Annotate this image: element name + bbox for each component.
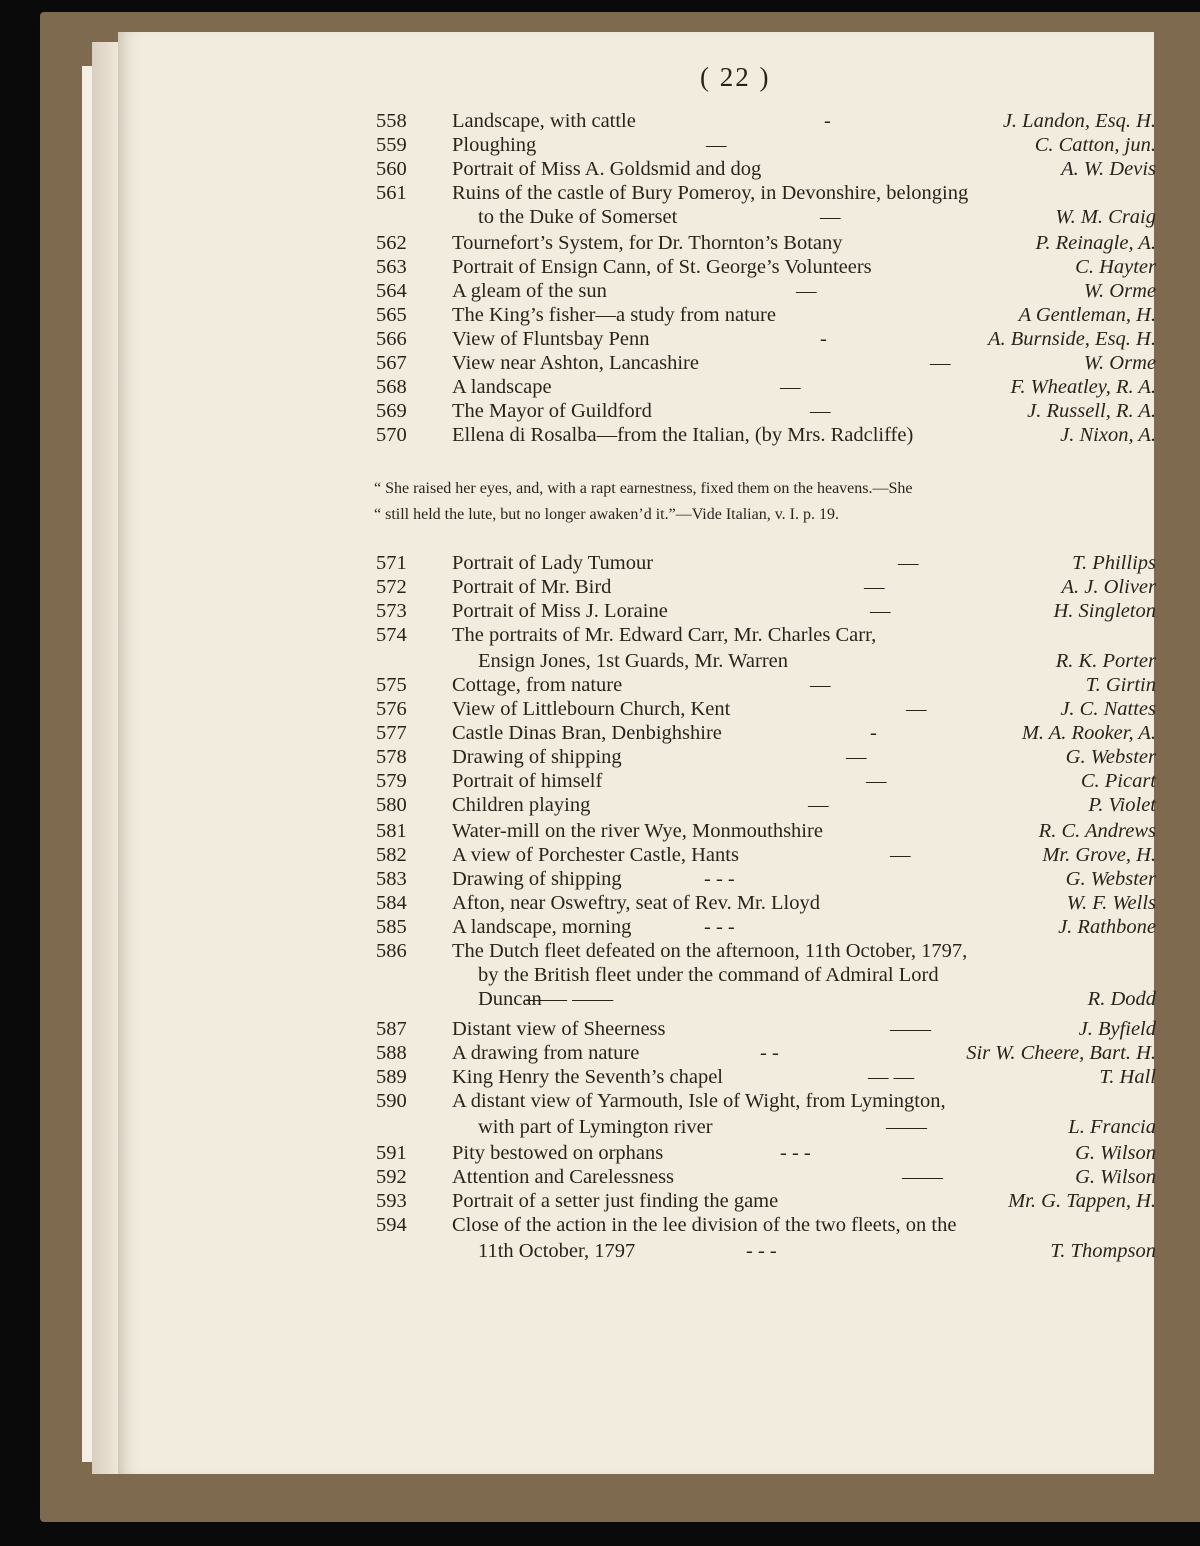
quote-line-2: “ still held the lute, but no longer awaken’d it.”—Vide Italian, v. I. p. 19. [374, 506, 839, 523]
entry-number: 566 [376, 328, 407, 350]
entry-number: 563 [376, 256, 407, 278]
leader-dash: — [810, 674, 831, 696]
quote-line-1: “ She raised her eyes, and, with a rapt earnestness, fixed them on the heavens.—She [374, 480, 913, 497]
entry-artist: A. J. Oliver [1061, 576, 1156, 598]
entry-artist: W. Orme [1083, 352, 1156, 374]
entry-number: 593 [376, 1190, 407, 1212]
entry-number: 578 [376, 746, 407, 768]
leader-dash: - - - [746, 1240, 777, 1262]
leader-dash: —— [902, 1166, 943, 1188]
catalogue-entry [376, 672, 1156, 698]
entry-artist: R. K. Porter [1055, 650, 1156, 672]
catalogue-entry [376, 254, 1156, 280]
entry-title: The Mayor of Guildford [452, 400, 652, 422]
leader-dash: - - - [704, 916, 735, 938]
leader-dash: — [898, 552, 919, 574]
entry-artist: J. Nixon, A. [1060, 424, 1156, 446]
catalogue-entry [376, 1238, 1156, 1264]
entry-artist: A Gentleman, H. [1018, 304, 1156, 326]
entry-number: 587 [376, 1018, 407, 1040]
entry-title: Water-mill on the river Wye, Monmouthshire [452, 820, 823, 842]
leader-dash: - - - [780, 1142, 811, 1164]
entry-title: A distant view of Yarmouth, Isle of Wight, from Lymington, [452, 1090, 946, 1112]
leader-dash: - - [760, 1042, 779, 1064]
entry-number: 583 [376, 868, 407, 890]
catalogue-entry [376, 1114, 1156, 1140]
catalogue-entry [376, 986, 1156, 1012]
entry-title: Duncan [478, 988, 542, 1010]
catalogue-entry [376, 398, 1156, 424]
entry-artist: Mr. G. Tappen, H. [1008, 1190, 1156, 1212]
entry-title: Attention and Carelessness [452, 1166, 675, 1188]
entry-title: Ruins of the castle of Bury Pomeroy, in Devonshire, belonging [452, 182, 969, 204]
entry-title: by the British fleet under the command of Admiral Lord [478, 964, 939, 986]
entry-artist: G. Webster [1065, 868, 1156, 890]
leader-dash: — — [868, 1066, 915, 1088]
catalogue-entry [376, 1140, 1156, 1166]
entry-title: to the Duke of Somerset [478, 206, 678, 228]
entry-title: Portrait of a setter just finding the game [452, 1190, 779, 1212]
catalogue-entry [376, 720, 1156, 746]
entry-title: Ensign Jones, 1st Guards, Mr. Warren [478, 650, 788, 672]
entry-number: 581 [376, 820, 407, 842]
catalogue-entry [376, 326, 1156, 352]
entry-number: 591 [376, 1142, 407, 1164]
entry-title: A landscape [452, 376, 552, 398]
entry-number: 571 [376, 552, 407, 574]
catalogue-entry [376, 132, 1156, 158]
catalogue-entry [376, 1040, 1156, 1066]
catalogue-entry [376, 1064, 1156, 1090]
entry-artist: W. M. Craig [1055, 206, 1156, 228]
leader-dash: - [824, 110, 831, 132]
catalogue-entry [376, 204, 1156, 230]
catalogue-entry [376, 648, 1156, 674]
catalogue-entry [376, 278, 1156, 304]
catalogue-entry [376, 768, 1156, 794]
leader-dash: - - - [704, 868, 735, 890]
entry-title: Cottage, from nature [452, 674, 623, 696]
entry-number: 577 [376, 722, 407, 744]
entry-number: 589 [376, 1066, 407, 1088]
entry-number: 585 [376, 916, 407, 938]
entry-artist: G. Wilson [1075, 1166, 1156, 1188]
entry-artist: P. Reinagle, A. [1035, 232, 1156, 254]
entry-artist: F. Wheatley, R. A. [1010, 376, 1156, 398]
entry-title: with part of Lymington river [478, 1116, 713, 1138]
entry-number: 562 [376, 232, 407, 254]
page-number: ( 22 ) [700, 62, 771, 92]
entry-number: 584 [376, 892, 407, 914]
entry-number: 572 [376, 576, 407, 598]
entry-title: A gleam of the sun [452, 280, 607, 302]
catalogue-entry [376, 622, 1156, 648]
entry-number: 590 [376, 1090, 407, 1112]
catalogue-entry [376, 938, 1156, 964]
entry-title: View of Littlebourn Church, Kent [452, 698, 731, 720]
leader-dash: - [870, 722, 877, 744]
leader-dash: —— [890, 1018, 931, 1040]
catalogue-entry [376, 598, 1156, 624]
entry-title: Ploughing [452, 134, 537, 156]
catalogue-entry [376, 156, 1156, 182]
leader-dash: - [820, 328, 827, 350]
leader-dash: — [870, 600, 891, 622]
entry-number: 594 [376, 1214, 407, 1236]
catalogue-entry [376, 422, 1156, 448]
entry-number: 592 [376, 1166, 407, 1188]
entry-title: Portrait of Mr. Bird [452, 576, 612, 598]
catalogue-entry [376, 696, 1156, 722]
entry-artist: R. C. Andrews [1038, 820, 1156, 842]
entry-artist: T. Phillips [1072, 552, 1156, 574]
entry-title: Distant view of Sheerness [452, 1018, 666, 1040]
entry-number: 564 [376, 280, 407, 302]
leader-dash: — [864, 576, 885, 598]
catalogue-entry [376, 914, 1156, 940]
entry-artist: J. Byfield [1078, 1018, 1156, 1040]
entry-artist: T. Girtin [1085, 674, 1156, 696]
entry-number: 570 [376, 424, 407, 446]
entry-number: 568 [376, 376, 407, 398]
entry-artist: J. C. Nattes [1060, 698, 1156, 720]
entry-number: 575 [376, 674, 407, 696]
entry-title: A drawing from nature [452, 1042, 640, 1064]
entry-title: Drawing of shipping [452, 868, 622, 890]
leader-dash: —— —— [526, 988, 614, 1010]
catalogue-entry [376, 230, 1156, 256]
entry-artist: T. Thompson [1050, 1240, 1156, 1262]
catalogue-entry [376, 962, 1156, 988]
catalogue-entry [376, 350, 1156, 376]
entry-artist: H. Singleton [1053, 600, 1156, 622]
entry-number: 559 [376, 134, 407, 156]
catalogue-entry [376, 1088, 1156, 1114]
entry-artist: G. Wilson [1075, 1142, 1156, 1164]
entry-title: Portrait of Miss J. Loraine [452, 600, 668, 622]
catalogue-entry [376, 108, 1156, 134]
entry-artist: C. Hayter [1075, 256, 1156, 278]
catalogue-entry [376, 574, 1156, 600]
leader-dash: — [890, 844, 911, 866]
leader-dash: — [820, 206, 841, 228]
leader-dash: — [808, 794, 829, 816]
leader-dash: — [810, 400, 831, 422]
entry-title: Children playing [452, 794, 591, 816]
entry-number: 579 [376, 770, 407, 792]
catalogue-entry [376, 818, 1156, 844]
entry-artist: Sir W. Cheere, Bart. H. [966, 1042, 1156, 1064]
entry-number: 580 [376, 794, 407, 816]
entry-number: 586 [376, 940, 407, 962]
leader-dash: — [846, 746, 867, 768]
entry-title: Portrait of Ensign Cann, of St. George’s Volunteers [452, 256, 872, 278]
entry-title: Close of the action in the lee division of the two fleets, on the [452, 1214, 957, 1236]
entry-title: Ellena di Rosalba—from the Italian, (by Mrs. Radcliffe) [452, 424, 914, 446]
entry-title: Portrait of Miss A. Goldsmid and dog [452, 158, 762, 180]
entry-title: Portrait of himself [452, 770, 603, 792]
entry-title: King Henry the Seventh’s chapel [452, 1066, 723, 1088]
catalogue-entry [376, 374, 1156, 400]
entry-artist: P. Violet [1088, 794, 1156, 816]
catalogue-entry [376, 1164, 1156, 1190]
catalogue-entry [376, 1016, 1156, 1042]
entry-number: 588 [376, 1042, 407, 1064]
leader-dash: — [930, 352, 951, 374]
entry-artist: Mr. Grove, H. [1042, 844, 1156, 866]
catalogue-entry [376, 550, 1156, 576]
entry-title: Castle Dinas Bran, Denbighshire [452, 722, 722, 744]
entry-number: 569 [376, 400, 407, 422]
entry-number: 574 [376, 624, 407, 646]
leader-dash: —— [886, 1116, 927, 1138]
entry-title: Pity bestowed on orphans [452, 1142, 664, 1164]
entry-artist: W. F. Wells [1066, 892, 1156, 914]
entry-artist: J. Rathbone [1058, 916, 1156, 938]
entry-number: 560 [376, 158, 407, 180]
entry-title: A view of Porchester Castle, Hants [452, 844, 739, 866]
entry-artist: A. Burnside, Esq. H. [988, 328, 1156, 350]
entry-number: 573 [376, 600, 407, 622]
entry-artist: R. Dodd [1087, 988, 1156, 1010]
catalogue-entry [376, 866, 1156, 892]
entry-number: 565 [376, 304, 407, 326]
entry-title: Landscape, with cattle [452, 110, 636, 132]
entry-artist: L. Francia [1068, 1116, 1156, 1138]
leader-dash: — [706, 134, 727, 156]
entry-artist: C. Catton, jun. [1034, 134, 1156, 156]
entry-artist: J. Russell, R. A. [1027, 400, 1156, 422]
entry-artist: W. Orme [1083, 280, 1156, 302]
leader-dash: — [906, 698, 927, 720]
entry-artist: G. Webster [1065, 746, 1156, 768]
catalogue-entry [376, 792, 1156, 818]
entry-title: Portrait of Lady Tumour [452, 552, 654, 574]
catalogue-entry [376, 1188, 1156, 1214]
entry-title: The portraits of Mr. Edward Carr, Mr. Charles Carr, [452, 624, 877, 646]
entry-number: 561 [376, 182, 407, 204]
catalogue-entry [376, 890, 1156, 916]
entry-artist: C. Picart [1080, 770, 1156, 792]
catalogue-entry [376, 744, 1156, 770]
entry-title: Drawing of shipping [452, 746, 622, 768]
entry-title: View near Ashton, Lancashire [452, 352, 699, 374]
entry-artist: T. Hall [1099, 1066, 1156, 1088]
entry-number: 567 [376, 352, 407, 374]
catalogue-entry [376, 842, 1156, 868]
leader-dash: — [780, 376, 801, 398]
entry-artist: M. A. Rooker, A. [1021, 722, 1156, 744]
entry-title: 11th October, 1797 [478, 1240, 636, 1262]
leader-dash: — [796, 280, 817, 302]
entry-title: Tournefort’s System, for Dr. Thornton’s Botany [452, 232, 843, 254]
entry-artist: J. Landon, Esq. H. [1002, 110, 1156, 132]
catalogue-entry [376, 1212, 1156, 1238]
entry-title: The King’s fisher—a study from nature [452, 304, 776, 326]
entry-title: The Dutch fleet defeated on the afternoon, 11th October, 1797, [452, 940, 968, 962]
catalogue-entry [376, 180, 1156, 206]
entry-title: A landscape, morning [452, 916, 632, 938]
entry-artist: A. W. Devis [1061, 158, 1156, 180]
entry-number: 558 [376, 110, 407, 132]
entry-title: Afton, near Osweftry, seat of Rev. Mr. Lloyd [452, 892, 820, 914]
leader-dash: — [866, 770, 887, 792]
entry-number: 576 [376, 698, 407, 720]
entry-number: 582 [376, 844, 407, 866]
entry-title: View of Fluntsbay Penn [452, 328, 650, 350]
catalogue-entry [376, 302, 1156, 328]
